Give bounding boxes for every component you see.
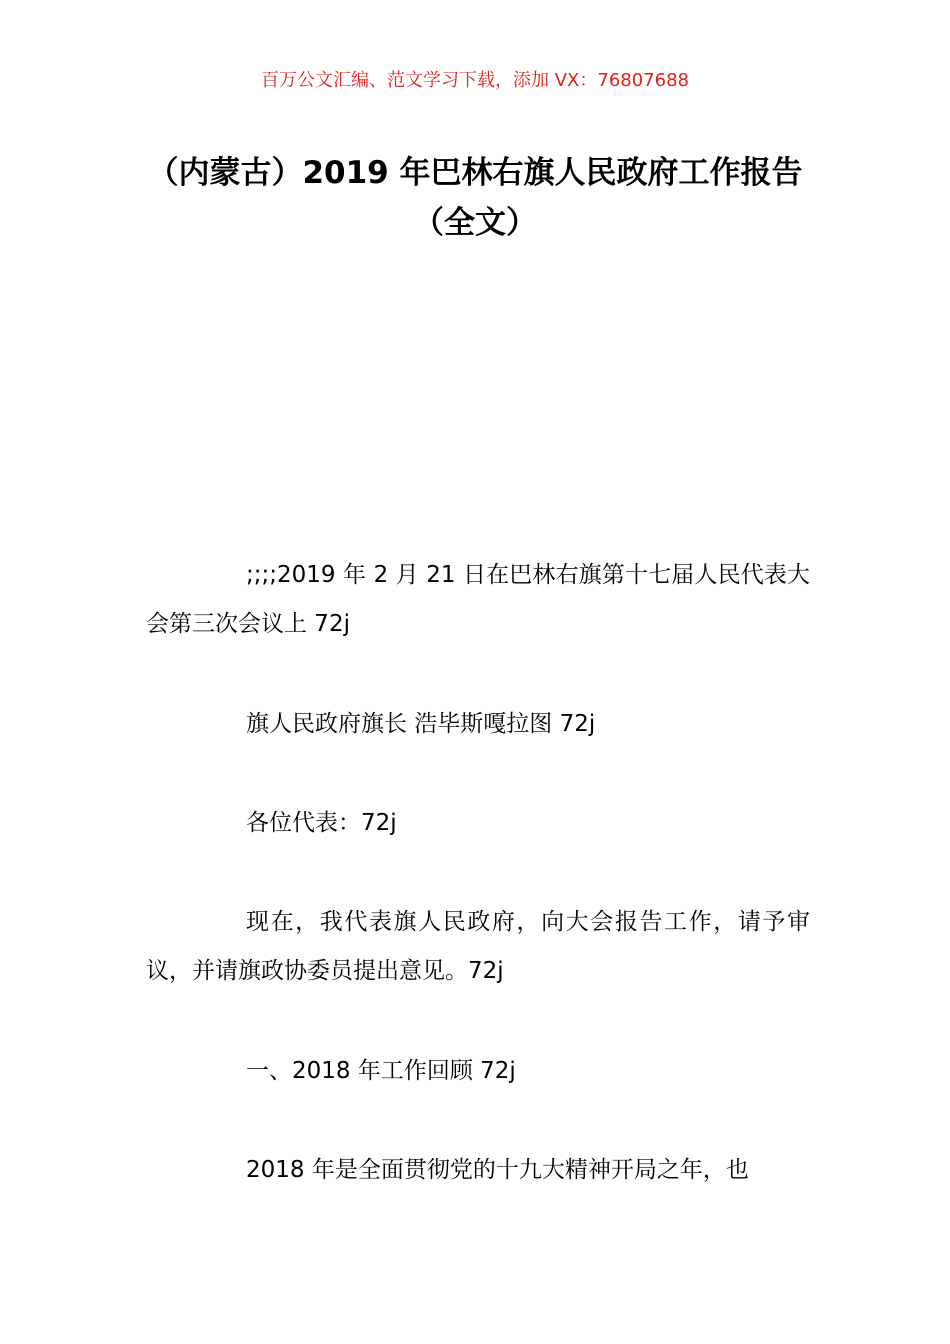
section-heading: 一、2018 年工作回顾 72j [246,1058,516,1084]
paragraph-salutation: 各位代表：72j [246,810,397,836]
paragraph-intro: 现在，我代表旗人民政府，向大会报告工作，请予审议，并请旗政协委员提出意见。72j [146,909,810,984]
document-title: （内蒙古）2019 年巴林右旗人民政府工作报告（全文） [147,155,803,241]
header-note: 百万公文汇编、范文学习下载，添加 VX：76807688 [261,70,689,91]
paragraph-meeting-info: ;;;;2019 年 2 月 21 日在巴林右旗第十七届人民代表大会第三次会议上 72j [146,562,810,637]
paragraph-body: 2018 年是全面贯彻党的十九大精神开局之年，也 [246,1157,749,1183]
paragraph-speaker: 旗人民政府旗长 浩毕斯嘎拉图 72j [246,711,596,737]
